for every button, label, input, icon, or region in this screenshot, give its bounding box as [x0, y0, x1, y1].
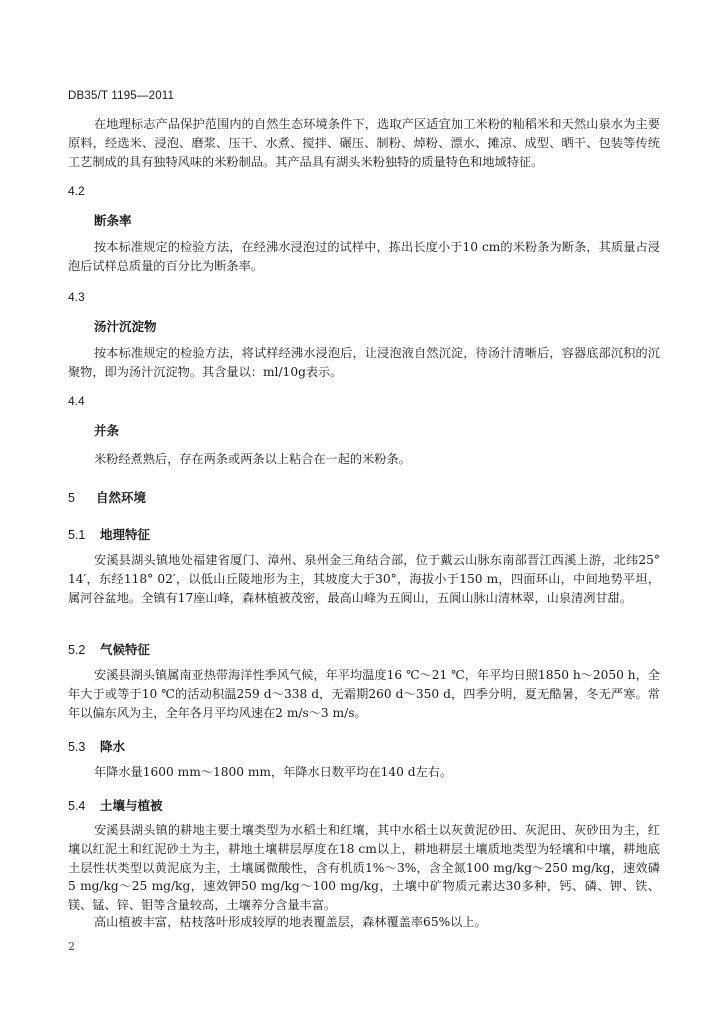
section-heading-5 — [68, 488, 146, 506]
paragraph-5-4-vegetation: 高山植被丰富，枯枝落叶形成较厚的地表覆盖层，森林覆盖率65%以上。 — [94, 915, 487, 929]
paragraph-5-3: 年降水量1600 mm～1800 mm，年降水日数平均在140 d左右。 — [94, 765, 453, 779]
subsection-number: 5.4 — [68, 799, 86, 813]
paragraph-5-4: 安溪县湖头镇的耕地主要土壤类型为水稻土和红壤，其中水稻土以灰黄泥砂田、灰泥田、灰砂田为主，红壤以红泥土和红泥砂土为主，耕地土壤耕层厚度在18 cm以上，耕地耕层土壤质地类型为轻壤和中壤，耕地底土层性状类型以黄泥底为主，土壤属微酸性，含有机质1%～3%，含全氮100 mg/kg～250 mg/kg，速效磷5 mg/kg～25 mg/kg，速效钾50 mg/kg～100 mg/kg，土壤中矿物质元素达30多种，钙、磷、钾、铁、镁、锰、锌、钼等含量较高，土壤养分含量丰富。 — [68, 823, 660, 913]
page-number: 2 — [68, 940, 75, 953]
term-soup-sediment: 汤汁沉淀物 — [94, 319, 157, 334]
standard-code: DB35/T 1195—2011 — [68, 90, 175, 102]
section-number: 5 — [68, 491, 75, 505]
subsection-heading-5-4 — [68, 796, 163, 814]
clause-number-4-2: 4.2 — [68, 184, 85, 198]
subsection-number: 5.1 — [68, 528, 86, 542]
term-breakage-rate: 断条率 — [94, 213, 132, 228]
subsection-title: 降水 — [100, 739, 126, 754]
subsection-heading-5-3 — [68, 737, 125, 755]
section-title: 自然环境 — [96, 490, 147, 505]
paragraph-4-3: 按本标准规定的检验方法，将试样经沸水浸泡后，让浸泡液自然沉淀，待汤汁清晰后，容器底部沉积的沉聚物，即为汤汁沉淀物。其含量以：ml/10g表示。 — [68, 346, 660, 379]
subsection-title: 土壤与植被 — [100, 798, 163, 813]
subsection-heading-5-1 — [68, 525, 150, 543]
term-stuck-strands: 并条 — [94, 423, 120, 438]
clause-number-4-4: 4.4 — [68, 394, 85, 408]
subsection-number: 5.2 — [68, 643, 86, 657]
paragraph-4-4: 米粉经煮熟后，存在两条或两条以上粘合在一起的米粉条。 — [94, 452, 411, 466]
intro-paragraph: 在地理标志产品保护范围内的自然生态环境条件下，选取产区适宜加工米粉的籼稻米和天然山泉水为主要原料，经选米、浸泡、磨浆、压干、水煮、搅拌、碾压、制粉、焯粉、漂水、摊凉、成型、晒干、包装等传统工艺制成的具有独特风味的米粉制品。其产品具有湖头米粉独特的质量特色和地域特征。 — [68, 117, 660, 169]
subsection-title: 气候特征 — [100, 642, 151, 657]
paragraph-5-1: 安溪县湖头镇地处福建省厦门、漳州、泉州金三角结合部，位于戴云山脉东南部晋江西溪上游，北纬25° 14′，东经118° 02′，以低山丘陵地形为主，其坡度大于30°，海拔小于150 m，四面环山，中间地势平坦，属河谷盆地。全镇有17座山峰，森林植被茂密，最高山峰为五阆山，五阆山脉山清林翠，山泉清冽甘甜。 — [68, 553, 660, 605]
subsection-title: 地理特征 — [100, 527, 151, 542]
clause-number-4-3: 4.3 — [68, 290, 85, 304]
paragraph-4-2: 按本标准规定的检验方法，在经沸水浸泡过的试样中，拣出长度小于10 cm的米粉条为断条，其质量占浸泡后试样总质量的百分比为断条率。 — [68, 240, 660, 273]
subsection-heading-5-2 — [68, 640, 150, 658]
subsection-number: 5.3 — [68, 740, 86, 754]
paragraph-5-2: 安溪县湖头镇属南亚热带海洋性季风气候，年平均温度16 ℃～21 ℃，年平均日照1850 h～2050 h，全年大于或等于10 ℃的活动积温259 d～338 d，无霜期260 d～350 d，四季分明，夏无酷暑，冬无严寒。常年以偏东风为主，全年各月平均风速在2 m/s～3 m/s。 — [68, 668, 660, 720]
